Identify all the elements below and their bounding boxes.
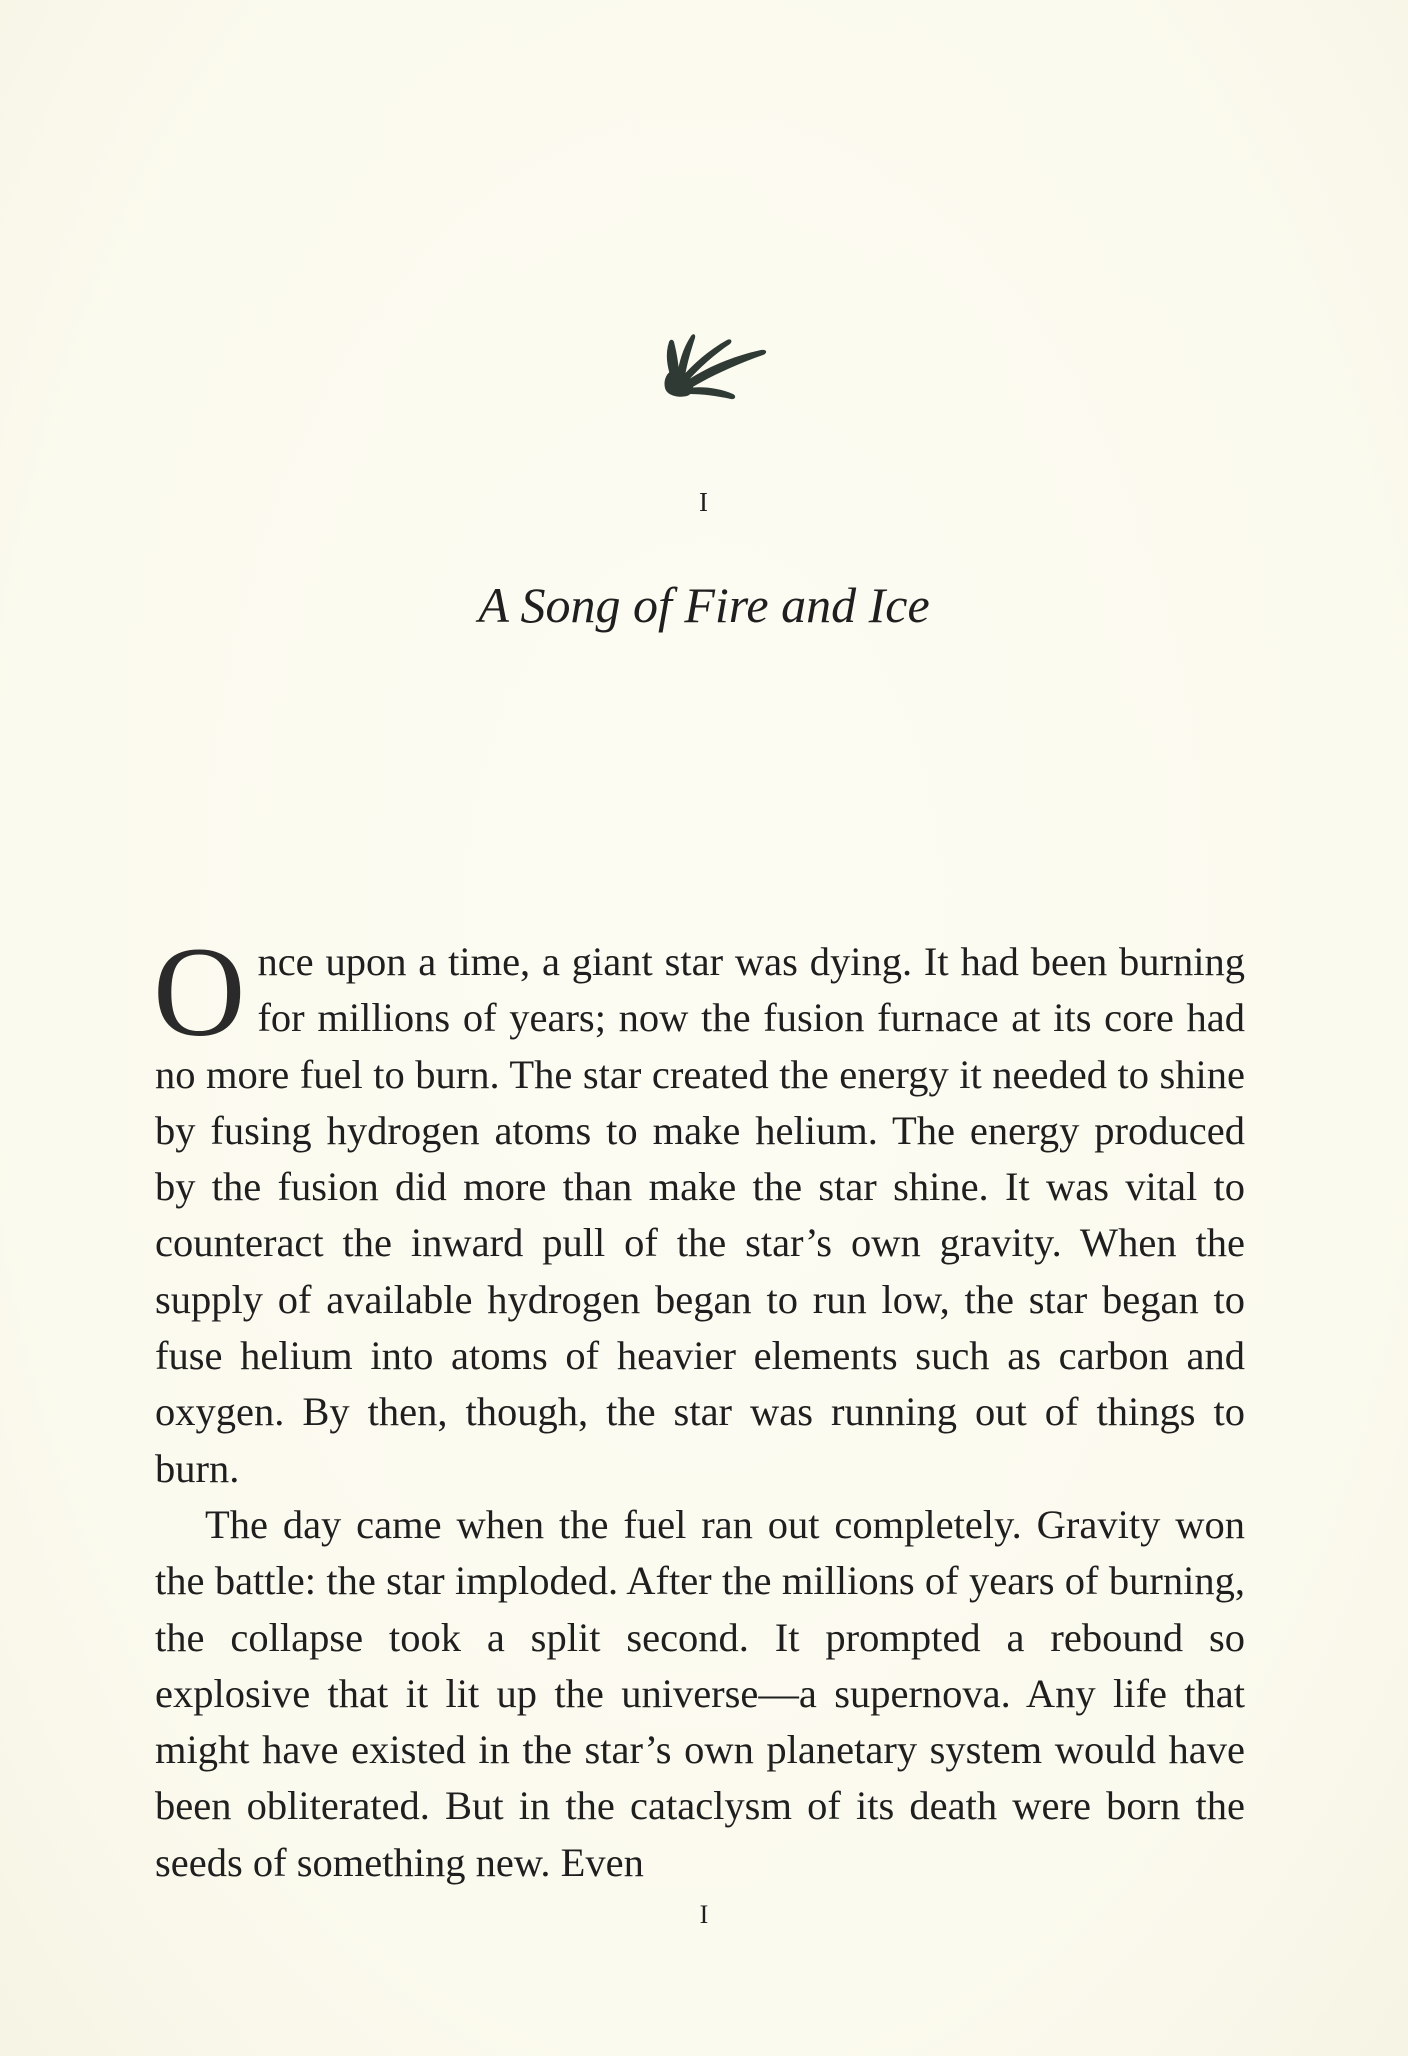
- drop-cap: O: [153, 921, 246, 1063]
- paragraph-2: The day came when the fuel ran out completely. Gravity won the battle: the star imploded. After the millions of years of burning, the collapse took a split second. It prompted a rebound so explosive that it lit up the universe—a supernova. Any life that might have existed in the star’s own planetary system would have been obliterated. But in the cataclysm of its death were born the seeds of something new. Even: [155, 1501, 1245, 1885]
- chapter-number: I: [699, 487, 709, 517]
- chapter-title: A Song of Fire and Ice: [478, 577, 930, 633]
- paragraph-1: [153, 921, 1245, 1497]
- page-number: I: [699, 1900, 709, 1929]
- chapter-body: [153, 921, 1245, 1891]
- leaf-sprig-icon: [657, 320, 777, 400]
- paragraph-1-text: nce upon a time, a giant star was dying. It had been burning for millions of years; now the fusion furnace at its core had no more fuel to burn. The star created the energy it needed to shine by fusing hydrogen atoms to make helium. The energy produced by the fusion did more than make the star shine. It was vital to counteract the inward pull of the star’s own gravity. When the supply of available hydrogen began to run low, the star began to fuse helium into atoms of heavier elements such as carbon and oxygen. By then, though, the star was running out of things to burn.: [155, 939, 1245, 1491]
